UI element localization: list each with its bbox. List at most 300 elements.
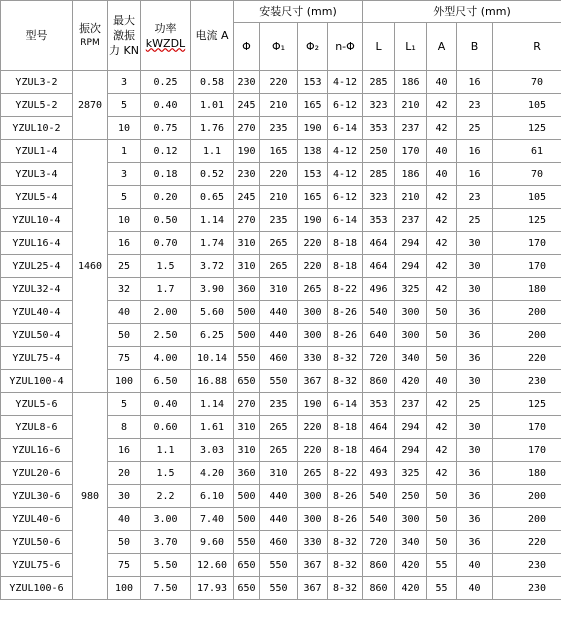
cell-L1: 340 xyxy=(395,347,427,370)
cell-R: 105 xyxy=(493,94,561,117)
cell-L: 353 xyxy=(363,209,395,232)
cell-phi1: 550 xyxy=(260,577,298,600)
cell-L1: 294 xyxy=(395,416,427,439)
cell-phi2: 330 xyxy=(298,347,328,370)
cell-current: 1.76 xyxy=(191,117,234,140)
header-vibration-label: 振次 xyxy=(79,21,101,35)
cell-force: 3 xyxy=(108,163,141,186)
cell-L: 720 xyxy=(363,347,395,370)
cell-current: 17.93 xyxy=(191,577,234,600)
cell-current: 3.72 xyxy=(191,255,234,278)
cell-model: YZUL50-6 xyxy=(1,531,73,554)
cell-phi1: 550 xyxy=(260,554,298,577)
cell-L1: 420 xyxy=(395,554,427,577)
cell-L1: 170 xyxy=(395,140,427,163)
cell-L1: 300 xyxy=(395,324,427,347)
cell-current: 3.90 xyxy=(191,278,234,301)
cell-current: 0.52 xyxy=(191,163,234,186)
cell-model: YZUL5-4 xyxy=(1,186,73,209)
header-phi1: Φ₁ xyxy=(260,23,298,71)
cell-phi: 270 xyxy=(234,393,260,416)
cell-phi1: 235 xyxy=(260,117,298,140)
header-vibration xyxy=(73,1,108,71)
header-B: B xyxy=(457,23,493,71)
cell-model: YZUL100-6 xyxy=(1,577,73,600)
cell-B: 23 xyxy=(457,186,493,209)
cell-B: 36 xyxy=(457,462,493,485)
cell-A: 42 xyxy=(427,186,457,209)
header-L1: L₁ xyxy=(395,23,427,71)
cell-power: 0.20 xyxy=(141,186,191,209)
cell-force: 5 xyxy=(108,186,141,209)
cell-R: 200 xyxy=(493,324,561,347)
cell-phi1: 440 xyxy=(260,508,298,531)
cell-current: 1.1 xyxy=(191,140,234,163)
cell-current: 9.60 xyxy=(191,531,234,554)
cell-model: YZUL3-2 xyxy=(1,71,73,94)
cell-model: YZUL5-6 xyxy=(1,393,73,416)
cell-power: 3.00 xyxy=(141,508,191,531)
cell-phi1: 235 xyxy=(260,393,298,416)
cell-phi2: 138 xyxy=(298,140,328,163)
cell-model: YZUL3-4 xyxy=(1,163,73,186)
cell-current: 16.88 xyxy=(191,370,234,393)
cell-phi2: 300 xyxy=(298,508,328,531)
cell-model: YZUL20-6 xyxy=(1,462,73,485)
cell-L1: 186 xyxy=(395,71,427,94)
cell-phi1: 440 xyxy=(260,301,298,324)
cell-current: 5.60 xyxy=(191,301,234,324)
cell-L: 640 xyxy=(363,324,395,347)
cell-power: 0.60 xyxy=(141,416,191,439)
cell-R: 230 xyxy=(493,577,561,600)
cell-phi: 550 xyxy=(234,531,260,554)
cell-phi1: 550 xyxy=(260,370,298,393)
cell-force: 20 xyxy=(108,462,141,485)
table-row xyxy=(1,71,561,94)
table-body xyxy=(1,71,561,600)
cell-force: 75 xyxy=(108,347,141,370)
cell-phi: 310 xyxy=(234,439,260,462)
cell-power: 0.40 xyxy=(141,393,191,416)
cell-phi: 190 xyxy=(234,140,260,163)
cell-current: 6.10 xyxy=(191,485,234,508)
cell-phi2: 367 xyxy=(298,577,328,600)
cell-R: 70 xyxy=(493,163,561,186)
cell-B: 30 xyxy=(457,255,493,278)
cell-n-phi: 8-32 xyxy=(328,370,363,393)
cell-current: 1.14 xyxy=(191,393,234,416)
cell-L1: 340 xyxy=(395,531,427,554)
cell-power: 0.18 xyxy=(141,163,191,186)
header-vibration-unit: RPM xyxy=(80,37,100,48)
cell-B: 25 xyxy=(457,117,493,140)
cell-B: 16 xyxy=(457,140,493,163)
cell-current: 1.61 xyxy=(191,416,234,439)
cell-n-phi: 8-26 xyxy=(328,485,363,508)
cell-L: 860 xyxy=(363,577,395,600)
cell-force: 100 xyxy=(108,370,141,393)
cell-phi1: 460 xyxy=(260,531,298,554)
cell-phi: 310 xyxy=(234,232,260,255)
cell-L1: 210 xyxy=(395,94,427,117)
cell-phi1: 220 xyxy=(260,71,298,94)
header-outline-dimensions: 外型尺寸 (mm) xyxy=(363,1,561,23)
header-current: 电流 A xyxy=(191,1,234,71)
cell-L: 464 xyxy=(363,255,395,278)
cell-phi2: 165 xyxy=(298,186,328,209)
cell-phi: 360 xyxy=(234,462,260,485)
cell-A: 50 xyxy=(427,347,457,370)
cell-power: 4.00 xyxy=(141,347,191,370)
cell-L: 496 xyxy=(363,278,395,301)
cell-phi: 360 xyxy=(234,278,260,301)
cell-rpm: 1460 xyxy=(73,140,108,393)
cell-n-phi: 8-26 xyxy=(328,301,363,324)
cell-n-phi: 4-12 xyxy=(328,163,363,186)
cell-R: 170 xyxy=(493,232,561,255)
cell-power: 0.25 xyxy=(141,71,191,94)
cell-model: YZUL30-6 xyxy=(1,485,73,508)
cell-power: 0.12 xyxy=(141,140,191,163)
cell-B: 16 xyxy=(457,163,493,186)
cell-L: 285 xyxy=(363,71,395,94)
cell-phi: 230 xyxy=(234,71,260,94)
cell-A: 55 xyxy=(427,554,457,577)
cell-n-phi: 8-22 xyxy=(328,278,363,301)
cell-R: 70 xyxy=(493,71,561,94)
cell-R: 61 xyxy=(493,140,561,163)
header-phi: Φ xyxy=(234,23,260,71)
cell-phi1: 265 xyxy=(260,232,298,255)
cell-R: 200 xyxy=(493,301,561,324)
cell-power: 1.7 xyxy=(141,278,191,301)
cell-force: 75 xyxy=(108,554,141,577)
cell-R: 125 xyxy=(493,209,561,232)
cell-L: 860 xyxy=(363,554,395,577)
cell-force: 8 xyxy=(108,416,141,439)
cell-n-phi: 4-12 xyxy=(328,140,363,163)
cell-phi2: 153 xyxy=(298,163,328,186)
cell-B: 30 xyxy=(457,278,493,301)
cell-A: 42 xyxy=(427,439,457,462)
cell-model: YZUL5-2 xyxy=(1,94,73,117)
cell-B: 36 xyxy=(457,485,493,508)
cell-L1: 300 xyxy=(395,508,427,531)
cell-force: 100 xyxy=(108,577,141,600)
cell-L1: 325 xyxy=(395,278,427,301)
cell-phi2: 190 xyxy=(298,209,328,232)
cell-n-phi: 6-14 xyxy=(328,209,363,232)
cell-R: 180 xyxy=(493,462,561,485)
cell-L1: 420 xyxy=(395,577,427,600)
cell-L1: 294 xyxy=(395,232,427,255)
cell-A: 42 xyxy=(427,278,457,301)
cell-force: 40 xyxy=(108,301,141,324)
header-A: A xyxy=(427,23,457,71)
cell-current: 12.60 xyxy=(191,554,234,577)
cell-A: 42 xyxy=(427,94,457,117)
cell-phi: 650 xyxy=(234,370,260,393)
cell-phi2: 265 xyxy=(298,462,328,485)
cell-current: 1.14 xyxy=(191,209,234,232)
cell-n-phi: 8-32 xyxy=(328,531,363,554)
cell-phi2: 300 xyxy=(298,485,328,508)
cell-current: 3.03 xyxy=(191,439,234,462)
cell-n-phi: 8-22 xyxy=(328,462,363,485)
header-L: L xyxy=(363,23,395,71)
cell-B: 40 xyxy=(457,554,493,577)
cell-L: 540 xyxy=(363,485,395,508)
cell-power: 2.2 xyxy=(141,485,191,508)
cell-phi2: 220 xyxy=(298,439,328,462)
cell-B: 36 xyxy=(457,324,493,347)
cell-force: 30 xyxy=(108,485,141,508)
cell-n-phi: 6-12 xyxy=(328,94,363,117)
cell-model: YZUL25-4 xyxy=(1,255,73,278)
cell-model: YZUL10-4 xyxy=(1,209,73,232)
cell-L: 250 xyxy=(363,140,395,163)
cell-model: YZUL32-4 xyxy=(1,278,73,301)
cell-A: 50 xyxy=(427,485,457,508)
cell-n-phi: 8-18 xyxy=(328,255,363,278)
cell-model: YZUL100-4 xyxy=(1,370,73,393)
header-R: R xyxy=(493,23,561,71)
cell-power: 0.75 xyxy=(141,117,191,140)
cell-L1: 237 xyxy=(395,209,427,232)
cell-phi1: 220 xyxy=(260,163,298,186)
cell-L1: 294 xyxy=(395,255,427,278)
cell-L: 464 xyxy=(363,439,395,462)
cell-A: 40 xyxy=(427,163,457,186)
cell-phi: 550 xyxy=(234,347,260,370)
cell-L: 540 xyxy=(363,508,395,531)
cell-L: 323 xyxy=(363,94,395,117)
cell-phi1: 310 xyxy=(260,462,298,485)
cell-n-phi: 6-12 xyxy=(328,186,363,209)
cell-A: 50 xyxy=(427,531,457,554)
header-power xyxy=(141,1,191,71)
cell-R: 200 xyxy=(493,485,561,508)
cell-power: 2.50 xyxy=(141,324,191,347)
cell-phi1: 440 xyxy=(260,485,298,508)
cell-B: 36 xyxy=(457,301,493,324)
cell-phi1: 210 xyxy=(260,94,298,117)
cell-phi: 230 xyxy=(234,163,260,186)
cell-force: 3 xyxy=(108,71,141,94)
cell-A: 42 xyxy=(427,416,457,439)
cell-force: 50 xyxy=(108,324,141,347)
cell-R: 200 xyxy=(493,508,561,531)
cell-A: 50 xyxy=(427,301,457,324)
cell-current: 1.01 xyxy=(191,94,234,117)
cell-L: 353 xyxy=(363,393,395,416)
cell-R: 170 xyxy=(493,416,561,439)
cell-L1: 325 xyxy=(395,462,427,485)
cell-A: 42 xyxy=(427,255,457,278)
cell-R: 125 xyxy=(493,117,561,140)
cell-phi: 310 xyxy=(234,255,260,278)
cell-phi2: 330 xyxy=(298,531,328,554)
cell-n-phi: 8-26 xyxy=(328,508,363,531)
cell-A: 42 xyxy=(427,462,457,485)
cell-B: 23 xyxy=(457,94,493,117)
cell-R: 170 xyxy=(493,255,561,278)
cell-B: 30 xyxy=(457,370,493,393)
cell-B: 30 xyxy=(457,416,493,439)
cell-power: 5.50 xyxy=(141,554,191,577)
cell-force: 40 xyxy=(108,508,141,531)
cell-model: YZUL8-6 xyxy=(1,416,73,439)
cell-phi2: 220 xyxy=(298,416,328,439)
cell-B: 16 xyxy=(457,71,493,94)
cell-phi1: 440 xyxy=(260,324,298,347)
cell-power: 0.40 xyxy=(141,94,191,117)
cell-force: 50 xyxy=(108,531,141,554)
cell-phi2: 153 xyxy=(298,71,328,94)
cell-phi2: 165 xyxy=(298,94,328,117)
cell-model: YZUL50-4 xyxy=(1,324,73,347)
cell-phi1: 460 xyxy=(260,347,298,370)
cell-power: 7.50 xyxy=(141,577,191,600)
cell-A: 40 xyxy=(427,370,457,393)
header-model: 型号 xyxy=(1,1,73,71)
cell-n-phi: 6-14 xyxy=(328,117,363,140)
cell-n-phi: 8-32 xyxy=(328,554,363,577)
cell-B: 36 xyxy=(457,531,493,554)
header-power-unit: kWZDL xyxy=(145,36,186,50)
cell-power: 6.50 xyxy=(141,370,191,393)
cell-power: 1.1 xyxy=(141,439,191,462)
cell-phi2: 190 xyxy=(298,117,328,140)
cell-phi: 310 xyxy=(234,416,260,439)
cell-R: 230 xyxy=(493,370,561,393)
cell-L1: 186 xyxy=(395,163,427,186)
cell-phi: 270 xyxy=(234,209,260,232)
cell-phi2: 367 xyxy=(298,554,328,577)
cell-phi1: 265 xyxy=(260,416,298,439)
cell-force: 10 xyxy=(108,209,141,232)
cell-phi2: 220 xyxy=(298,255,328,278)
cell-phi2: 190 xyxy=(298,393,328,416)
cell-phi: 245 xyxy=(234,94,260,117)
header-install-dimensions: 安装尺寸 (mm) xyxy=(234,1,363,23)
cell-A: 42 xyxy=(427,117,457,140)
cell-R: 125 xyxy=(493,393,561,416)
cell-model: YZUL75-6 xyxy=(1,554,73,577)
cell-model: YZUL10-2 xyxy=(1,117,73,140)
cell-B: 25 xyxy=(457,393,493,416)
cell-phi2: 367 xyxy=(298,370,328,393)
cell-phi2: 300 xyxy=(298,301,328,324)
cell-model: YZUL40-6 xyxy=(1,508,73,531)
cell-n-phi: 8-26 xyxy=(328,324,363,347)
cell-phi: 245 xyxy=(234,186,260,209)
cell-current: 1.74 xyxy=(191,232,234,255)
cell-L1: 210 xyxy=(395,186,427,209)
cell-A: 50 xyxy=(427,324,457,347)
cell-power: 0.70 xyxy=(141,232,191,255)
cell-phi: 500 xyxy=(234,508,260,531)
cell-model: YZUL16-6 xyxy=(1,439,73,462)
header-power-label: 功率 xyxy=(154,21,177,35)
cell-n-phi: 8-18 xyxy=(328,439,363,462)
cell-A: 42 xyxy=(427,232,457,255)
cell-R: 170 xyxy=(493,439,561,462)
cell-model: YZUL75-4 xyxy=(1,347,73,370)
cell-force: 5 xyxy=(108,393,141,416)
cell-n-phi: 6-14 xyxy=(328,393,363,416)
cell-R: 230 xyxy=(493,554,561,577)
cell-B: 40 xyxy=(457,577,493,600)
cell-L: 285 xyxy=(363,163,395,186)
cell-L: 464 xyxy=(363,232,395,255)
cell-L: 860 xyxy=(363,370,395,393)
cell-model: YZUL1-4 xyxy=(1,140,73,163)
cell-B: 25 xyxy=(457,209,493,232)
cell-n-phi: 8-18 xyxy=(328,232,363,255)
cell-phi: 500 xyxy=(234,301,260,324)
cell-phi2: 265 xyxy=(298,278,328,301)
cell-A: 50 xyxy=(427,508,457,531)
cell-phi: 650 xyxy=(234,577,260,600)
cell-current: 7.40 xyxy=(191,508,234,531)
cell-phi1: 265 xyxy=(260,255,298,278)
cell-force: 10 xyxy=(108,117,141,140)
cell-force: 1 xyxy=(108,140,141,163)
cell-L: 323 xyxy=(363,186,395,209)
cell-current: 4.20 xyxy=(191,462,234,485)
cell-power: 3.70 xyxy=(141,531,191,554)
cell-L1: 420 xyxy=(395,370,427,393)
cell-A: 42 xyxy=(427,393,457,416)
cell-phi: 500 xyxy=(234,485,260,508)
cell-force: 25 xyxy=(108,255,141,278)
header-max-force-line2: 激振 xyxy=(113,29,135,42)
cell-rpm: 980 xyxy=(73,393,108,600)
cell-current: 10.14 xyxy=(191,347,234,370)
cell-L1: 300 xyxy=(395,301,427,324)
cell-phi2: 220 xyxy=(298,232,328,255)
cell-B: 30 xyxy=(457,439,493,462)
cell-phi1: 210 xyxy=(260,186,298,209)
cell-current: 0.58 xyxy=(191,71,234,94)
cell-power: 1.5 xyxy=(141,255,191,278)
cell-R: 220 xyxy=(493,347,561,370)
cell-n-phi: 8-32 xyxy=(328,577,363,600)
cell-L: 353 xyxy=(363,117,395,140)
cell-n-phi: 4-12 xyxy=(328,71,363,94)
cell-model: YZUL40-4 xyxy=(1,301,73,324)
table-row xyxy=(1,393,561,416)
cell-power: 2.00 xyxy=(141,301,191,324)
cell-power: 0.50 xyxy=(141,209,191,232)
cell-force: 16 xyxy=(108,439,141,462)
cell-rpm: 2870 xyxy=(73,71,108,140)
table-row xyxy=(1,140,561,163)
cell-L: 720 xyxy=(363,531,395,554)
cell-phi: 500 xyxy=(234,324,260,347)
cell-L1: 237 xyxy=(395,393,427,416)
cell-B: 36 xyxy=(457,347,493,370)
cell-phi1: 165 xyxy=(260,140,298,163)
header-phi2: Φ₂ xyxy=(298,23,328,71)
cell-L: 493 xyxy=(363,462,395,485)
cell-force: 5 xyxy=(108,94,141,117)
cell-B: 36 xyxy=(457,508,493,531)
cell-A: 40 xyxy=(427,140,457,163)
cell-model: YZUL16-4 xyxy=(1,232,73,255)
